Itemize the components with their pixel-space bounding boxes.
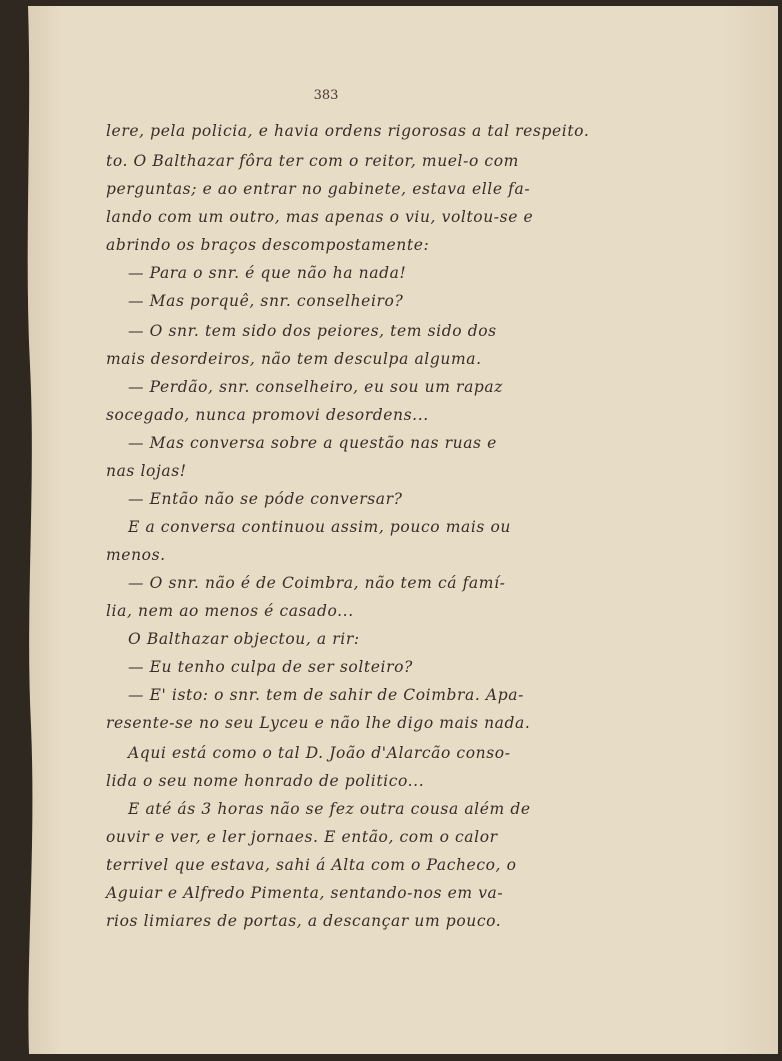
manuscript-line: E a conversa continuou assim, pouco mais ou bbox=[128, 518, 511, 536]
manuscript-line: — E' isto: o snr. tem de sahir de Coimbra. Apa- bbox=[128, 686, 524, 704]
manuscript-line: rios limiares de portas, a descançar um pouco. bbox=[106, 912, 502, 930]
manuscript-line: nas lojas! bbox=[106, 462, 187, 480]
manuscript-line: abrindo os braços descompostamente: bbox=[106, 236, 430, 254]
manuscript-line: — Mas porquê, snr. conselheiro? bbox=[128, 292, 404, 310]
manuscript-line: — Eu tenho culpa de ser solteiro? bbox=[128, 658, 413, 676]
manuscript-line: socegado, nunca promovi desordens... bbox=[106, 406, 429, 424]
manuscript-line: lando com um outro, mas apenas o viu, voltou-se e bbox=[106, 208, 534, 226]
manuscript-line: — Para o snr. é que não ha nada! bbox=[128, 264, 407, 282]
manuscript-line: ouvir e ver, e ler jornaes. E então, com o calor bbox=[106, 828, 498, 846]
page-number: 383 bbox=[313, 88, 339, 103]
manuscript-line: — Mas conversa sobre a questão nas ruas e bbox=[128, 434, 497, 452]
manuscript-line: lida o seu nome honrado de politico... bbox=[106, 772, 425, 790]
manuscript-line: menos. bbox=[106, 546, 166, 564]
manuscript-line: Aqui está como o tal D. João d'Alarcão conso- bbox=[128, 744, 511, 762]
manuscript-line: — Perdão, snr. conselheiro, eu sou um rapaz bbox=[128, 378, 504, 396]
manuscript-line: E até ás 3 horas não se fez outra cousa além de bbox=[128, 800, 531, 818]
manuscript-line: lere, pela policia, e havia ordens rigorosas a tal respeito. bbox=[106, 122, 590, 140]
manuscript-line: mais desordeiros, não tem desculpa alguma. bbox=[106, 350, 482, 368]
manuscript-line: — O snr. tem sido dos peiores, tem sido dos bbox=[128, 322, 497, 340]
manuscript-line: resente-se no seu Lyceu e não lhe digo mais nada. bbox=[106, 714, 531, 732]
manuscript-line: perguntas; e ao entrar no gabinete, estava elle fa- bbox=[106, 180, 531, 198]
manuscript-line: to. O Balthazar fôra ter com o reitor, muel-o com bbox=[106, 152, 519, 170]
manuscript-line: Aguiar e Alfredo Pimenta, sentando-nos em va- bbox=[106, 884, 504, 902]
manuscript-line: lia, nem ao menos é casado... bbox=[106, 602, 354, 620]
manuscript-line: — Então não se póde conversar? bbox=[128, 490, 403, 508]
page-torn-edge bbox=[22, 6, 40, 1054]
manuscript-line: terrivel que estava, sahi á Alta com o Pacheco, o bbox=[106, 856, 517, 874]
manuscript-line: O Balthazar objectou, a rir: bbox=[128, 630, 360, 648]
manuscript-line: — O snr. não é de Coimbra, não tem cá famí- bbox=[128, 574, 506, 592]
